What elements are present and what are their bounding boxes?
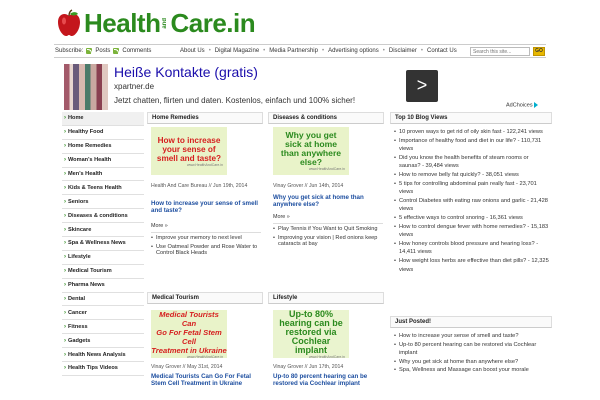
sidebar-item-kids-teens-health[interactable] (62, 181, 144, 195)
chevron-right-icon: › (64, 323, 66, 330)
top-view-item[interactable]: • How weight loss herbs are effective than diet pills? - 12,325 views (394, 257, 550, 274)
top-bar (54, 44, 546, 58)
site-header (56, 6, 596, 40)
top-blog-views-heading: Top 10 Blog Views (390, 112, 552, 124)
related-post[interactable]: • Improving your vision | Red onions keep cataracts at bay (273, 235, 385, 248)
sidebar-item-label: Home (68, 115, 84, 122)
top-view-item[interactable]: • How honey controls blood pressure and hearing loss? - 14,411 views (394, 240, 550, 257)
panel-heading-lifestyle[interactable]: Lifestyle (268, 292, 384, 304)
sidebar-item-label: Home Remedies (68, 143, 112, 150)
category-sidebar (62, 112, 144, 400)
just-posted-item[interactable]: • Up-to 80 percent hearing can be restored via Cochlear implant (394, 341, 550, 358)
subscribe-label: Subscribe: (55, 48, 84, 54)
site-logo[interactable] (56, 6, 255, 40)
sidebar-item-diseases-conditions[interactable] (62, 209, 144, 223)
sidebar-item-skincare[interactable] (62, 223, 144, 237)
subscribe-links (54, 48, 151, 54)
chevron-right-icon: › (64, 157, 66, 164)
top-view-item[interactable]: • Did you know the health benefits of steam rooms or saunas? - 39,484 views (394, 154, 550, 171)
thumb-text: Up-to 80% hearing can be restored via Cochlear implant (279, 308, 343, 355)
search-input[interactable] (470, 47, 530, 56)
nav-about-us[interactable]: About Us (180, 48, 205, 54)
sidebar-item-spa-wellness-news[interactable] (62, 237, 144, 251)
sidebar-item-lifestyle[interactable] (62, 251, 144, 265)
logo-and-text: and (162, 17, 169, 29)
thumb-url: www.HealthAndCare.in (309, 354, 345, 359)
sidebar-item-label: Health News Analysis (68, 351, 126, 358)
sidebar-item-label: Skincare (68, 226, 92, 233)
top-view-item[interactable]: • Control Diabetes with eating raw onions and garlic - 21,428 views (394, 197, 550, 214)
sidebar-item-label: Cancer (68, 309, 87, 316)
top-view-item[interactable]: • 5 effective ways to control snoring - 16,361 views (394, 214, 550, 223)
chevron-right-icon: › (64, 296, 66, 303)
related-post[interactable]: • Improve your memory to next level (151, 235, 263, 242)
chevron-right-icon: › (64, 254, 66, 261)
nav-media-partnership[interactable]: Media Partnership (269, 48, 318, 54)
sidebar-item-seniors[interactable] (62, 195, 144, 209)
chevron-right-icon: › (64, 309, 66, 316)
sidebar-item-label: Health Tips Videos (68, 365, 118, 372)
top-view-item[interactable]: • 5 tips for controlling abdominal pain really fast - 23,701 views (394, 180, 550, 197)
sidebar-item-label: Dental (68, 296, 86, 303)
sidebar-item-label: Men's Health (68, 171, 103, 177)
related-post[interactable]: • Use Oatmeal Powder and Rose Water to Control Black Heads (151, 244, 263, 257)
chevron-right-icon: › (64, 351, 66, 358)
chevron-right-icon: › (64, 268, 66, 275)
ad-description: Jetzt chatten, flirten und daten. Kostenlos, einfach und 100% sicher! (114, 96, 356, 105)
chevron-right-icon: › (64, 337, 66, 344)
post-meta: Vinay Grover // Jun 14th, 2014 (273, 183, 344, 189)
sidebar-item-home-remedies[interactable] (62, 140, 144, 154)
sidebar-item-cancer[interactable] (62, 306, 144, 320)
divider (151, 232, 261, 233)
nav-disclaimer[interactable]: Disclaimer (388, 48, 417, 54)
sidebar-item-womans-health[interactable] (62, 154, 144, 168)
panel-heading-home-remedies[interactable]: Home Remedies (147, 112, 263, 124)
sidebar-item-label: Diseases & conditions (68, 212, 128, 219)
chevron-right-icon: › (64, 226, 66, 233)
rss-icon (86, 48, 92, 54)
sidebar-item-label: Woman's Health (68, 157, 112, 164)
related-posts-home-remedies (151, 235, 263, 259)
logo-and (162, 18, 168, 29)
thumb-lifestyle[interactable] (273, 310, 349, 358)
post-meta: Health And Care Bureau // Jun 19th, 2014 (151, 183, 248, 189)
chevron-right-icon: › (64, 365, 66, 372)
chevron-right-icon: › (64, 143, 66, 150)
sidebar-item-label: Healthy Food (68, 129, 104, 136)
top-blog-views-box (390, 112, 552, 274)
sidebar-item-fitness[interactable] (62, 320, 144, 334)
post-meta: Vinay Grover // Jun 17th, 2014 (273, 364, 344, 370)
related-post[interactable]: • Play Tennis if You Want to Quit Smoking (273, 226, 385, 233)
related-posts-diseases (273, 226, 385, 250)
sidebar-item-label: Seniors (68, 198, 89, 205)
thumb-text: Go For Fetal Stem Cell (156, 327, 222, 346)
chevron-right-icon: › (64, 129, 66, 136)
thumb-url: www.HealthAndCare.in (309, 167, 345, 171)
sidebar-item-mens-health[interactable] (62, 168, 144, 182)
chevron-right-icon: › (64, 184, 66, 191)
sidebar-item-label: Fitness (68, 323, 88, 330)
chevron-right-icon: › (64, 198, 66, 205)
apple-icon (56, 9, 82, 37)
thumb-text: Medical Tourists Can (159, 309, 219, 328)
nav-digital-magazine[interactable]: Digital Magazine (214, 48, 260, 54)
panel-heading-medical-tourism[interactable]: Medical Tourism (147, 292, 263, 304)
ad-domain: xpartner.de (114, 82, 155, 91)
thumb-home-remedies[interactable] (151, 127, 227, 175)
main-nav: About Us • Digital Magazine • Media Partnership • Advertising options • Disclaimer • Contact Us (176, 48, 461, 54)
just-posted-item[interactable]: • Why you get sick at home than anywhere else? (394, 358, 550, 367)
logo-word-care: Care.in (170, 8, 256, 38)
nav-advertising-options[interactable]: Advertising options (328, 48, 379, 54)
thumb-text: Why you get sick at home than anywhere else? (280, 130, 342, 167)
divider (273, 223, 383, 224)
sidebar-item-label: Medical Tourism (68, 268, 112, 275)
chevron-right-icon: › (64, 240, 66, 247)
just-posted-item[interactable]: • How to increase your sense of smell and taste? (394, 332, 550, 341)
ad-image[interactable] (64, 64, 108, 110)
sidebar-item-label: Gadgets (68, 337, 91, 344)
search-go-button[interactable]: GO (533, 47, 545, 56)
adchoices-icon (534, 102, 538, 108)
chevron-right-icon: › (64, 212, 66, 219)
sidebar-item-health-news-analysis[interactable] (62, 348, 144, 362)
nav-contact-us[interactable]: Contact Us (427, 48, 457, 54)
more-link[interactable]: More » (151, 223, 168, 229)
post-title-medical-tourism[interactable]: Medical Tourists Can Go For Fetal Stem Cell Treatment in Ukraine (151, 373, 251, 388)
top-view-item[interactable]: • 10 proven ways to get rid of oily skin fast - 122,241 views (394, 128, 550, 137)
just-posted-heading: Just Posted! (390, 316, 552, 328)
sidebar-item-label: Spa & Wellness News (68, 240, 126, 247)
top-blog-views-list (390, 124, 552, 274)
thumb-diseases[interactable] (273, 127, 349, 175)
sidebar-item-dental[interactable] (62, 293, 144, 307)
chevron-right-icon: › (64, 115, 66, 122)
adchoices-link[interactable] (506, 102, 538, 108)
adchoices-label: AdChoices (506, 102, 533, 109)
advertisement[interactable] (62, 62, 550, 114)
sidebar-item-pharma-news[interactable] (62, 279, 144, 293)
sidebar-item-label: Pharma News (68, 282, 105, 289)
just-posted-box (390, 316, 552, 375)
chevron-right-icon: › (64, 171, 66, 177)
thumb-medical-tourism[interactable] (151, 310, 227, 358)
thumb-url: www.HealthAndCare.in (187, 354, 223, 359)
just-posted-item[interactable]: • Spa, Wellness and Massage can boost your morale (394, 366, 550, 375)
sidebar-item-healthy-food[interactable] (62, 126, 144, 140)
chevron-right-icon: › (64, 282, 66, 289)
rss-icon (113, 48, 119, 54)
top-view-item[interactable]: • How to remove belly fat quickly? - 38,051 views (394, 171, 550, 180)
post-title-lifestyle[interactable]: Up-to 80 percent hearing can be restored via Cochlear implant (273, 373, 368, 388)
sidebar-item-label: Kids & Teens Health (68, 184, 122, 191)
sidebar-item-home[interactable] (62, 112, 144, 126)
just-posted-list (390, 328, 552, 375)
ad-arrow-button[interactable]: > (406, 70, 438, 102)
panel-heading-diseases[interactable]: Diseases & conditions (268, 112, 384, 124)
top-view-item[interactable]: • Importance of healthy food and diet in our life? - 110,731 views (394, 137, 550, 154)
sidebar-item-gadgets[interactable] (62, 334, 144, 348)
sidebar-item-health-tips-videos[interactable] (62, 362, 144, 376)
post-title-home-remedies[interactable]: How to increase your sense of smell and taste? (151, 200, 258, 215)
thumb-url: www.HealthAndCare.in (187, 162, 223, 167)
posts-feed-link[interactable]: Posts (95, 48, 111, 54)
sidebar-item-medical-tourism[interactable] (62, 265, 144, 279)
more-link[interactable]: More » (273, 214, 290, 220)
sidebar-item-label: Lifestyle (68, 254, 91, 261)
post-meta: Vinay Grover // May 31st, 2014 (151, 364, 223, 370)
logo-word-health: Health (84, 8, 161, 38)
top-view-item[interactable]: • How to control dengue fever with home remedies? - 15,183 views (394, 223, 550, 240)
comments-feed-link[interactable]: Comments (122, 48, 152, 54)
post-title-diseases[interactable]: Why you get sick at home than anywhere else? (273, 194, 364, 209)
thumb-text: Treatment in Ukraine (151, 345, 227, 355)
thumb-text: How to increase your sense of smell and taste? (156, 135, 222, 163)
ad-title[interactable]: Heiße Kontakte (gratis) (114, 64, 258, 80)
